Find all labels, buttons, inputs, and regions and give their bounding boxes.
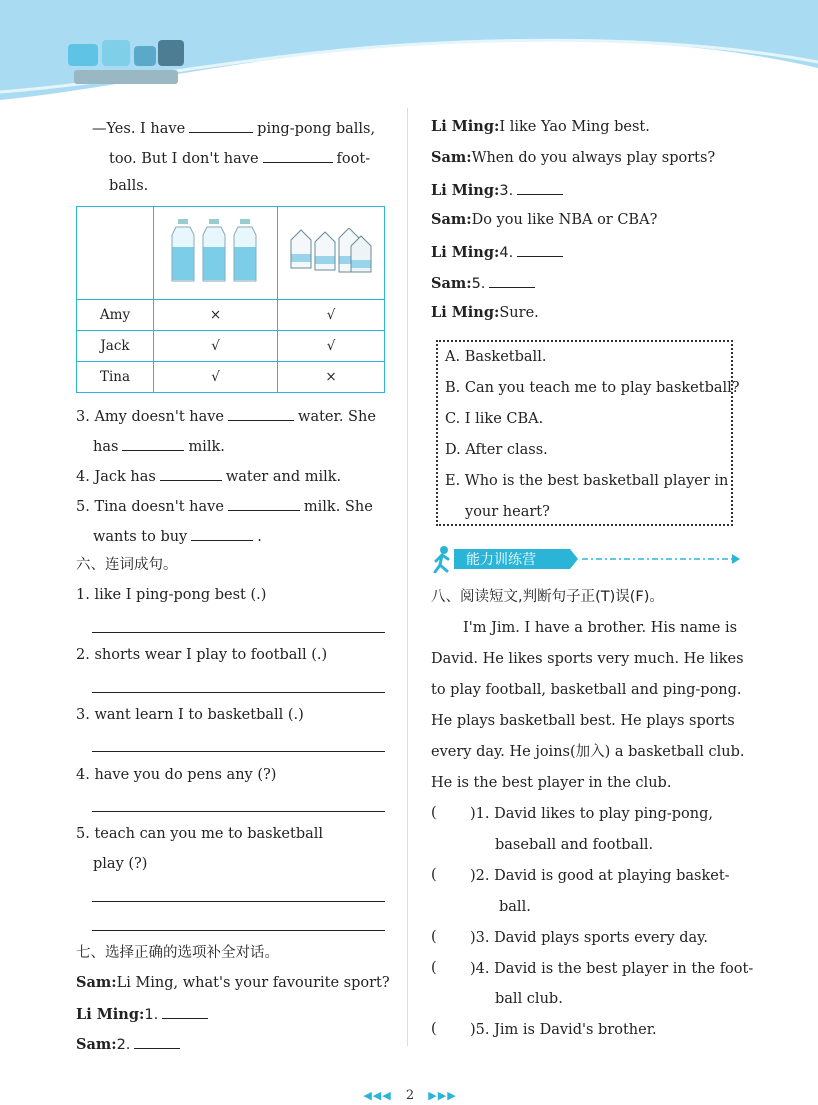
tf-item-2-cont: ball. <box>499 899 531 915</box>
page-number: 2 <box>405 1088 415 1103</box>
answer-line[interactable] <box>92 751 385 752</box>
water-mark: × <box>154 300 278 331</box>
answer-line[interactable] <box>92 811 385 812</box>
blank[interactable] <box>228 406 294 421</box>
row-name: Jack <box>77 331 154 362</box>
milk-cartons-cell <box>278 207 385 300</box>
section-6-heading: 六、连词成句。 <box>76 557 178 573</box>
passage-line: David. He likes sports very much. He likes <box>431 651 744 667</box>
option-d: D. After class. <box>445 442 548 458</box>
runner-icon <box>435 546 448 572</box>
milk-mark: √ <box>278 300 385 331</box>
answer-line[interactable] <box>92 930 385 931</box>
answer-line[interactable] <box>92 901 385 902</box>
column-divider <box>407 108 408 1046</box>
passage-line: He plays basketball best. He plays sports <box>431 713 735 729</box>
intro-line-1: —Yes. I have ping-pong balls, <box>92 118 375 138</box>
sentence-5: 5. teach can you me to basketball <box>76 826 324 842</box>
section-7-heading: 七、选择正确的选项补全对话。 <box>76 945 279 961</box>
tf-item-2: )2. David is good at playing basket- <box>470 868 730 884</box>
sentence-4: 4. have you do pens any (?) <box>76 767 277 783</box>
row-name: Amy <box>77 300 154 331</box>
dialogue-line: Sam:2. <box>76 1034 184 1054</box>
option-b: B. Can you teach me to play basketball? <box>445 380 740 396</box>
survey-table <box>76 206 385 393</box>
answer-line[interactable] <box>92 632 385 633</box>
section-8-heading: 八、阅读短文,判断句子正(T)误(F)。 <box>431 589 664 605</box>
table-row <box>77 331 385 362</box>
dialogue-line: Sam:Do you like NBA or CBA? <box>431 211 658 228</box>
answer-paren[interactable]: ( <box>431 960 437 976</box>
banner-title: 能力训练营 <box>466 552 536 568</box>
option-a: A. Basketball. <box>445 349 547 365</box>
dialogue-line: Sam:Li Ming, what's your favourite sport? <box>76 974 390 991</box>
blank[interactable] <box>160 466 222 481</box>
tf-item-4-cont: ball club. <box>495 991 563 1007</box>
dialogue-line: Li Ming:Sure. <box>431 304 539 321</box>
dialogue-line: Li Ming:I like Yao Ming best. <box>431 118 650 135</box>
answer-paren[interactable]: ( <box>431 1021 437 1037</box>
question-5-line-1: 5. Tina doesn't have milk. She <box>76 496 373 516</box>
dialogue-line: Li Ming:3. <box>431 180 567 200</box>
dialogue-line: Li Ming:1. <box>76 1004 212 1024</box>
tf-item-1-cont: baseball and football. <box>495 837 654 853</box>
blank[interactable] <box>517 242 563 257</box>
sentence-3: 3. want learn I to basketball (.) <box>76 707 304 723</box>
question-3-line-2: has milk. <box>93 436 225 456</box>
options-box <box>436 340 733 526</box>
empty-header-cell <box>77 207 154 300</box>
answer-paren[interactable]: ( <box>431 929 437 945</box>
dialogue-line: Sam:When do you always play sports? <box>431 149 716 166</box>
sentence-1: 1. like I ping-pong best (.) <box>76 587 267 603</box>
blank[interactable] <box>122 436 184 451</box>
blank[interactable] <box>162 1004 208 1019</box>
row-name: Tina <box>77 362 154 393</box>
milk-mark: × <box>278 362 385 393</box>
blank[interactable] <box>517 180 563 195</box>
tf-item-1: )1. David likes to play ping-pong, <box>470 806 713 822</box>
dialogue-line: Sam:5. <box>431 273 539 293</box>
blank[interactable] <box>228 496 300 511</box>
answer-line[interactable] <box>92 692 385 693</box>
tf-item-3: )3. David plays sports every day. <box>470 930 709 946</box>
option-c: C. I like CBA. <box>445 411 544 427</box>
blank[interactable] <box>489 273 535 288</box>
water-bottles-icon <box>170 217 262 285</box>
table-row <box>77 362 385 393</box>
passage-line: He is the best player in the club. <box>431 775 672 791</box>
blank[interactable] <box>189 118 253 133</box>
sentence-2: 2. shorts wear I play to football (.) <box>76 647 328 663</box>
dialogue-line: Li Ming:4. <box>431 242 567 262</box>
passage-line: every day. He joins(加入) a basketball club. <box>431 744 745 760</box>
blank[interactable] <box>191 526 253 541</box>
water-mark: √ <box>154 362 278 393</box>
question-4: 4. Jack has water and milk. <box>76 466 341 486</box>
answer-paren[interactable]: ( <box>431 867 437 883</box>
blank[interactable] <box>134 1034 180 1049</box>
answer-paren[interactable]: ( <box>431 805 437 821</box>
question-3-line-1: 3. Amy doesn't have water. She <box>76 406 376 426</box>
intro-line-2: too. But I don't have foot- <box>109 148 370 168</box>
milk-mark: √ <box>278 331 385 362</box>
option-e: E. Who is the best basketball player in <box>445 473 729 489</box>
table-row <box>77 300 385 331</box>
question-5-line-2: wants to buy . <box>93 526 262 546</box>
blank[interactable] <box>263 148 333 163</box>
next-arrows-icon: ▶▶▶ <box>428 1089 457 1102</box>
passage-line: I'm Jim. I have a brother. His name is <box>463 620 738 636</box>
tf-item-4: )4. David is the best player in the foot- <box>470 961 754 977</box>
sentence-5-cont: play (?) <box>93 856 148 872</box>
page-footer <box>340 1088 480 1103</box>
water-mark: √ <box>154 331 278 362</box>
tf-item-5: )5. Jim is David's brother. <box>470 1022 657 1038</box>
milk-cartons-icon <box>289 228 373 274</box>
prev-arrows-icon: ◀◀◀ <box>363 1089 392 1102</box>
intro-line-3: balls. <box>109 178 149 194</box>
passage-line: to play football, basketball and ping-pong. <box>431 682 742 698</box>
logo-icon <box>68 40 186 88</box>
option-e-cont: your heart? <box>465 504 550 520</box>
water-bottles-cell <box>154 207 278 300</box>
